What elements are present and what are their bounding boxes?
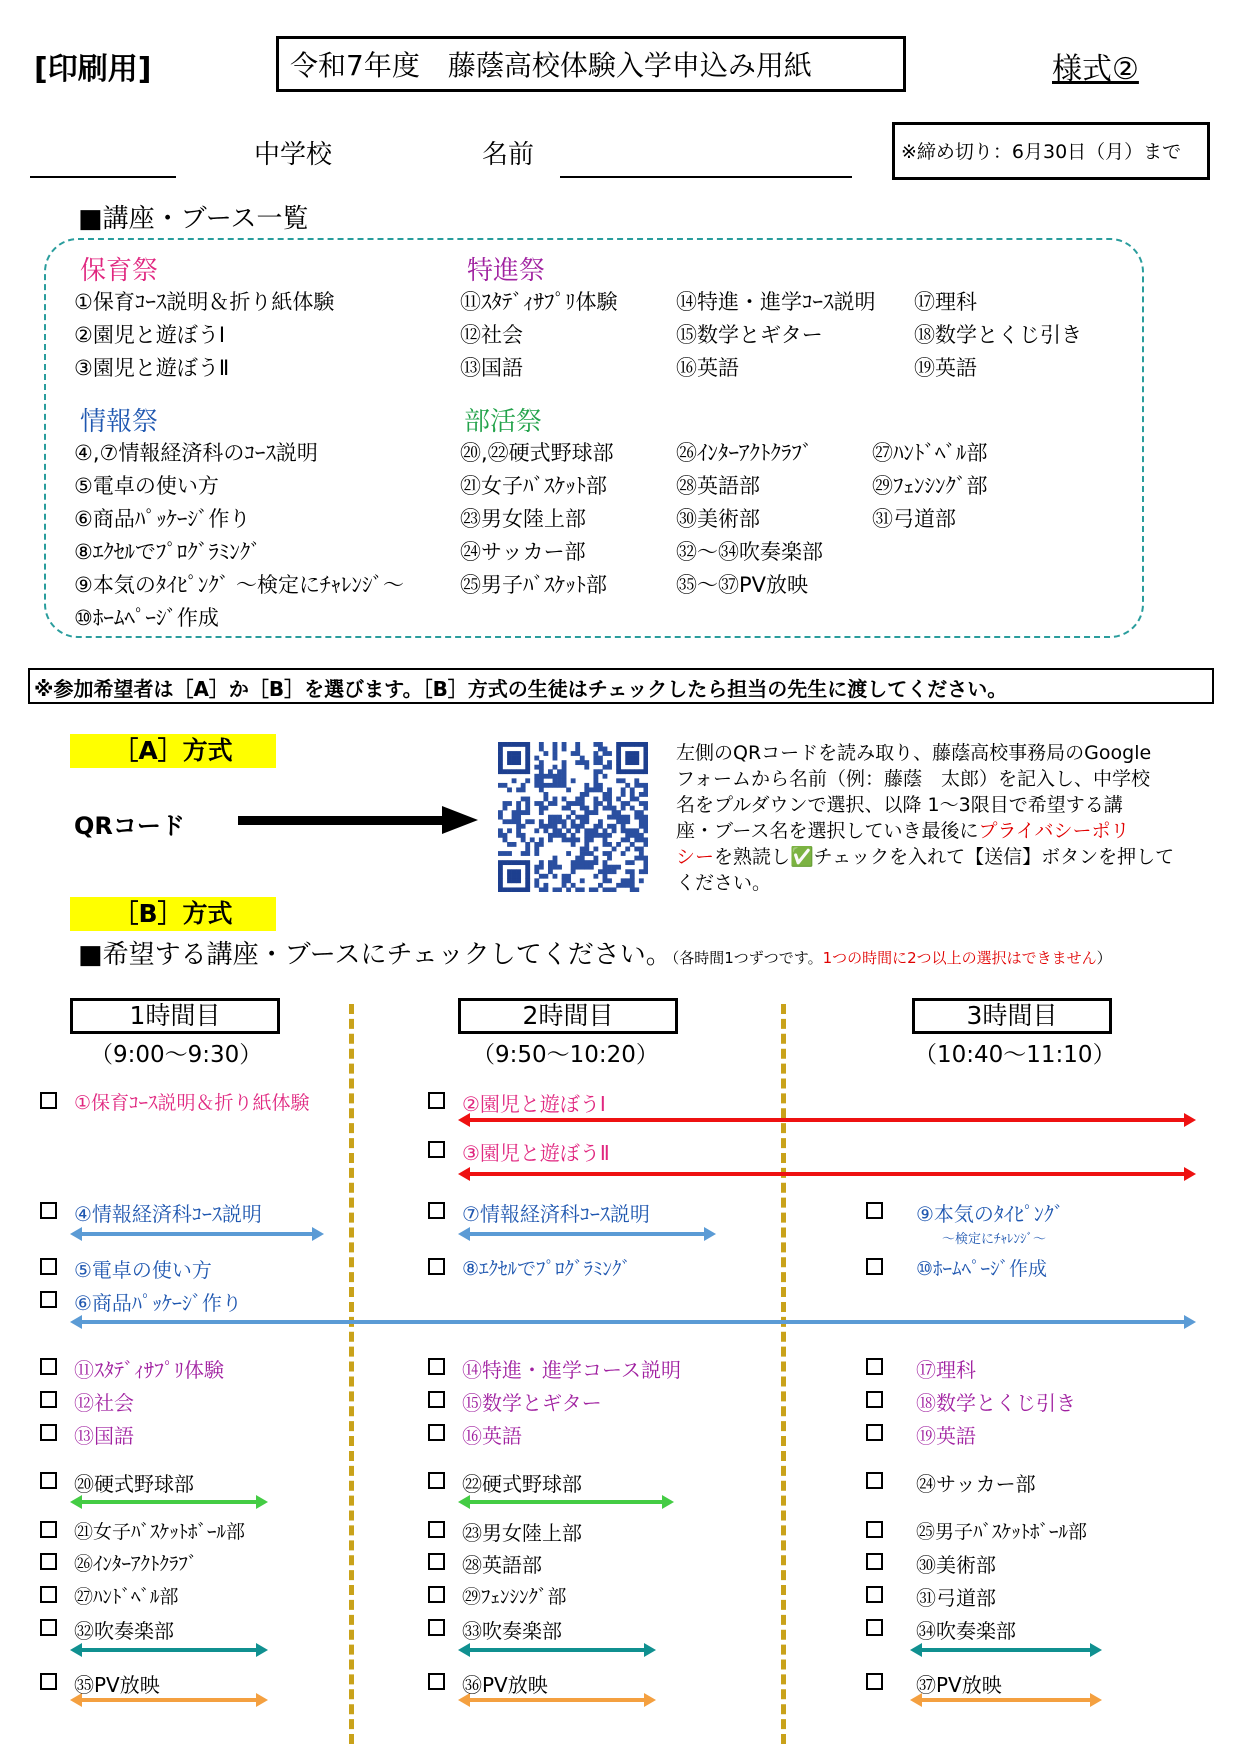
checkbox-4[interactable] [40, 1202, 57, 1219]
bukatsu-item: ㉕男子ﾊﾞｽｹｯﾄ部 [460, 573, 607, 597]
bukatsu-item: ㉘英語部 [676, 474, 760, 498]
option-label: ⑬国語 [74, 1424, 134, 1448]
period-2-label: 2時間目 [458, 998, 678, 1034]
desc-text: を熟読し✅チェックを入れて【送信】ボタンを押して [714, 846, 1175, 868]
bukatsu-item: ㉔サッカー部 [460, 540, 586, 564]
bukatsu-item: ㉛弓道部 [872, 507, 956, 531]
tokushin-item: ⑬国語 [460, 356, 523, 380]
option-label: ⑯英語 [462, 1424, 522, 1448]
checkbox-6[interactable] [40, 1291, 57, 1308]
tokushin-item: ⑯英語 [676, 356, 739, 380]
bukatsu-item: ㉓男女陸上部 [460, 507, 586, 531]
option-label: ㉑女子ﾊﾞｽｹｯﾄﾎﾞｰﾙ部 [74, 1521, 246, 1543]
checkbox-7[interactable] [428, 1202, 445, 1219]
period-1-time: （9:00～9:30） [90, 1042, 263, 1068]
bukatsu-item: ㉙ﾌｪﾝｼﾝｸﾞ部 [872, 474, 988, 498]
checkbox-8[interactable] [428, 1258, 445, 1275]
span-arrow-33 [458, 1643, 656, 1657]
checkbox-15[interactable] [428, 1391, 445, 1408]
tokushin-item: ⑮数学とギター [676, 323, 823, 347]
instruction-warning: 1つの時間に2つ以上の選択はできません [822, 949, 1097, 967]
instruction-note: （各時間1つずつです。 [671, 949, 823, 967]
checkbox-28[interactable] [428, 1553, 445, 1570]
checkbox-22[interactable] [428, 1472, 445, 1489]
page-title: 令和7年度 藤蔭高校体験入学申込み用紙 [290, 49, 812, 82]
option-label: ㉜吹奏楽部 [74, 1619, 174, 1643]
joho-item: ⑥商品ﾊﾟｯｹｰｼﾞ作り [74, 507, 251, 531]
checkbox-36[interactable] [428, 1673, 445, 1690]
bukatsu-item: ㉚美術部 [676, 507, 760, 531]
desc-line: フォームから名前（例：藤蔭 太郎）を記入し、中学校 [676, 768, 1151, 790]
option-label: ㉘英語部 [462, 1553, 542, 1577]
checkbox-17[interactable] [866, 1358, 883, 1375]
hoiku-title: 保育祭 [80, 256, 159, 286]
checkbox-27[interactable] [40, 1586, 57, 1603]
tokushin-item: ⑫社会 [460, 323, 523, 347]
option-label: ⑳硬式野球部 [74, 1472, 194, 1496]
checkbox-19[interactable] [866, 1424, 883, 1441]
option-label: ㊱PV放映 [462, 1673, 548, 1697]
print-tag: [印刷用] [34, 52, 152, 87]
option-label: ㉚美術部 [916, 1553, 996, 1577]
checkbox-25[interactable] [866, 1521, 883, 1538]
option-label: ①保育ｺｰｽ説明＆折り紙体験 [74, 1092, 310, 1114]
privacy-policy-link[interactable]: プライバシーポリ [978, 820, 1130, 842]
tokushin-title: 特進祭 [467, 256, 546, 286]
checkbox-2[interactable] [428, 1092, 445, 1109]
bukatsu-item: ㉖ｲﾝﾀｰｱｸﾄｸﾗﾌﾞ [676, 441, 813, 465]
hoiku-item: ②園児と遊ぼうⅠ [74, 323, 226, 347]
tokushin-item: ⑪ｽﾀﾃﾞｨｻﾌﾟﾘ体験 [460, 290, 618, 314]
option-label: ㉙ﾌｪﾝｼﾝｸﾞ部 [462, 1586, 567, 1608]
joho-item: ⑧ｴｸｾﾙでﾌﾟﾛｸﾞﾗﾐﾝｸﾞ [74, 540, 261, 564]
period-3-time: （10:40～11:10） [914, 1042, 1116, 1068]
tokushin-item: ⑲英語 [914, 356, 977, 380]
joho-item: ⑤電卓の使い方 [74, 474, 219, 498]
option-label: ⑩ﾎｰﾑﾍﾟｰｼﾞ作成 [916, 1258, 1048, 1280]
method-a-label: ［A］方式 [70, 734, 276, 768]
desc-line: 名をプルダウンで選択、以降 1～3限目で希望する講 [676, 794, 1123, 816]
checkbox-23[interactable] [428, 1521, 445, 1538]
joho-title: 情報祭 [80, 407, 159, 437]
checkbox-14[interactable] [428, 1358, 445, 1375]
checkbox-30[interactable] [866, 1553, 883, 1570]
hoiku-item: ①保育ｺｰｽ説明＆折り紙体験 [74, 290, 335, 314]
bukatsu-title: 部活祭 [464, 407, 543, 437]
desc-text: 座・ブース名を選択していき最後に [676, 820, 979, 842]
checkbox-10[interactable] [866, 1258, 883, 1275]
option-label: ㉔サッカー部 [916, 1472, 1036, 1496]
checkbox-5[interactable] [40, 1258, 57, 1275]
checkbox-32[interactable] [40, 1619, 57, 1636]
school-label: 中学校 [254, 140, 333, 170]
span-arrow-7 [458, 1227, 716, 1241]
span-arrow-32 [70, 1643, 268, 1657]
checkbox-12[interactable] [40, 1391, 57, 1408]
checkbox-11[interactable] [40, 1358, 57, 1375]
option-label: ㉞吹奏楽部 [916, 1619, 1016, 1643]
checkbox-26[interactable] [40, 1553, 57, 1570]
option-label: ⑰理科 [916, 1358, 976, 1382]
span-arrow-4 [70, 1227, 324, 1241]
checkbox-20[interactable] [40, 1472, 57, 1489]
checkbox-33[interactable] [428, 1619, 445, 1636]
option-label: ⑨本気のﾀｲﾋﾟﾝｸﾞ [916, 1202, 1064, 1226]
joho-item: ⑩ﾎｰﾑﾍﾟｰｼﾞ作成 [74, 606, 219, 630]
option-label: ㉛弓道部 [916, 1586, 996, 1610]
instruction-note: ） [1096, 949, 1112, 967]
joho-item: ⑨本気のﾀｲﾋﾟﾝｸﾞ ～検定にﾁｬﾚﾝｼﾞ～ [74, 573, 405, 597]
checkbox-37[interactable] [866, 1673, 883, 1690]
qr-label: QRコード [74, 812, 185, 840]
option-label: ⑪ｽﾀﾃﾞｨｻﾌﾟﾘ体験 [74, 1358, 224, 1382]
option-label: ㉓男女陸上部 [462, 1521, 582, 1545]
method-b-label: ［B］方式 [70, 897, 276, 931]
form-number: 様式② [1052, 52, 1139, 87]
option-label: ⑦情報経済科ｺｰｽ説明 [462, 1202, 650, 1226]
hoiku-item: ③園児と遊ぼうⅡ [74, 356, 230, 380]
bukatsu-item: ⑳,㉒硬式野球部 [460, 441, 614, 465]
option-label: ㊲PV放映 [916, 1673, 1002, 1697]
checkbox-9[interactable] [866, 1202, 883, 1219]
option-label: ④情報経済科ｺｰｽ説明 [74, 1202, 262, 1226]
checkbox-18[interactable] [866, 1391, 883, 1408]
notice-text: ※参加希望者は［A］か［B］を選びます。［B］方式の生徒はチェックしたら担当の先生に渡してください。 [34, 677, 1008, 701]
checkbox-35[interactable] [40, 1673, 57, 1690]
option-label: ㉖ｲﾝﾀｰｱｸﾄｸﾗﾌﾞ [74, 1553, 198, 1575]
option-label: ⑭特進・進学コース説明 [462, 1358, 681, 1382]
name-label: 名前 [482, 140, 535, 170]
option-label: ②園児と遊ぼうⅠ [462, 1092, 606, 1116]
bukatsu-item: ㉗ﾊﾝﾄﾞﾍﾞﾙ部 [872, 441, 988, 465]
span-arrow-20 [70, 1495, 268, 1509]
option-label: ㉕男子ﾊﾞｽｹｯﾄﾎﾞｰﾙ部 [916, 1521, 1088, 1543]
checkbox-16[interactable] [428, 1424, 445, 1441]
period-2-time: （9:50～10:20） [472, 1042, 659, 1068]
tokushin-item: ⑭特進・進学ｺｰｽ説明 [676, 290, 876, 314]
deadline-text: ※締め切り：6月30日（月）まで [901, 141, 1182, 163]
option-sublabel: ～検定にﾁｬﾚﾝｼﾞ～ [942, 1232, 1047, 1247]
checkbox-34[interactable] [866, 1619, 883, 1636]
option-label: ㉒硬式野球部 [462, 1472, 582, 1496]
option-label: ⑤電卓の使い方 [74, 1258, 212, 1282]
checkbox-21[interactable] [40, 1521, 57, 1538]
privacy-policy-link[interactable]: シー [676, 846, 715, 868]
joho-item: ④,⑦情報経済科のｺｰｽ説明 [74, 441, 318, 465]
bukatsu-item: ㉑女子ﾊﾞｽｹｯﾄ部 [460, 474, 607, 498]
option-label: ⑱数学とくじ引き [916, 1391, 1076, 1415]
period-1-label: 1時間目 [70, 998, 280, 1034]
checkbox-29[interactable] [428, 1586, 445, 1603]
option-label: ㉝吹奏楽部 [462, 1619, 562, 1643]
tokushin-item: ⑰理科 [914, 290, 977, 314]
bukatsu-item: ㉟～㊲PV放映 [676, 573, 809, 597]
option-label: ⑲英語 [916, 1424, 976, 1448]
instruction-text: ■希望する講座・ブースにチェックしてください。 [78, 940, 672, 970]
option-label: ㉟PV放映 [74, 1673, 160, 1697]
desc-line: ください。 [676, 872, 772, 894]
span-arrow-3 [458, 1167, 1196, 1181]
period-3-label: 3時間目 [912, 998, 1112, 1034]
option-label: ⑥商品ﾊﾟｯｹｰｼﾞ作り [74, 1291, 242, 1315]
option-label: ⑮数学とギター [462, 1391, 602, 1415]
bukatsu-item: ㉜～㉞吹奏楽部 [676, 540, 823, 564]
desc-line: 左側のQRコードを読み取り、藤蔭高校事務局のGoogle [676, 742, 1152, 764]
span-arrow-34 [910, 1643, 1102, 1657]
span-arrow-6 [70, 1315, 1196, 1329]
checkbox-13[interactable] [40, 1424, 57, 1441]
option-label: ㉗ﾊﾝﾄﾞﾍﾞﾙ部 [74, 1586, 179, 1608]
option-label: ⑧ｴｸｾﾙでﾌﾟﾛｸﾞﾗﾐﾝｸﾞ [462, 1258, 632, 1280]
span-arrow-22 [458, 1495, 674, 1509]
option-label: ③園児と遊ぼうⅡ [462, 1141, 610, 1165]
checkbox-1[interactable] [40, 1092, 57, 1109]
checkbox-3[interactable] [428, 1141, 445, 1158]
catalog-heading: ■講座・ブース一覧 [78, 204, 309, 234]
tokushin-item: ⑱数学とくじ引き [914, 323, 1082, 347]
checkbox-31[interactable] [866, 1586, 883, 1603]
checkbox-24[interactable] [866, 1472, 883, 1489]
option-label: ⑫社会 [74, 1391, 134, 1415]
